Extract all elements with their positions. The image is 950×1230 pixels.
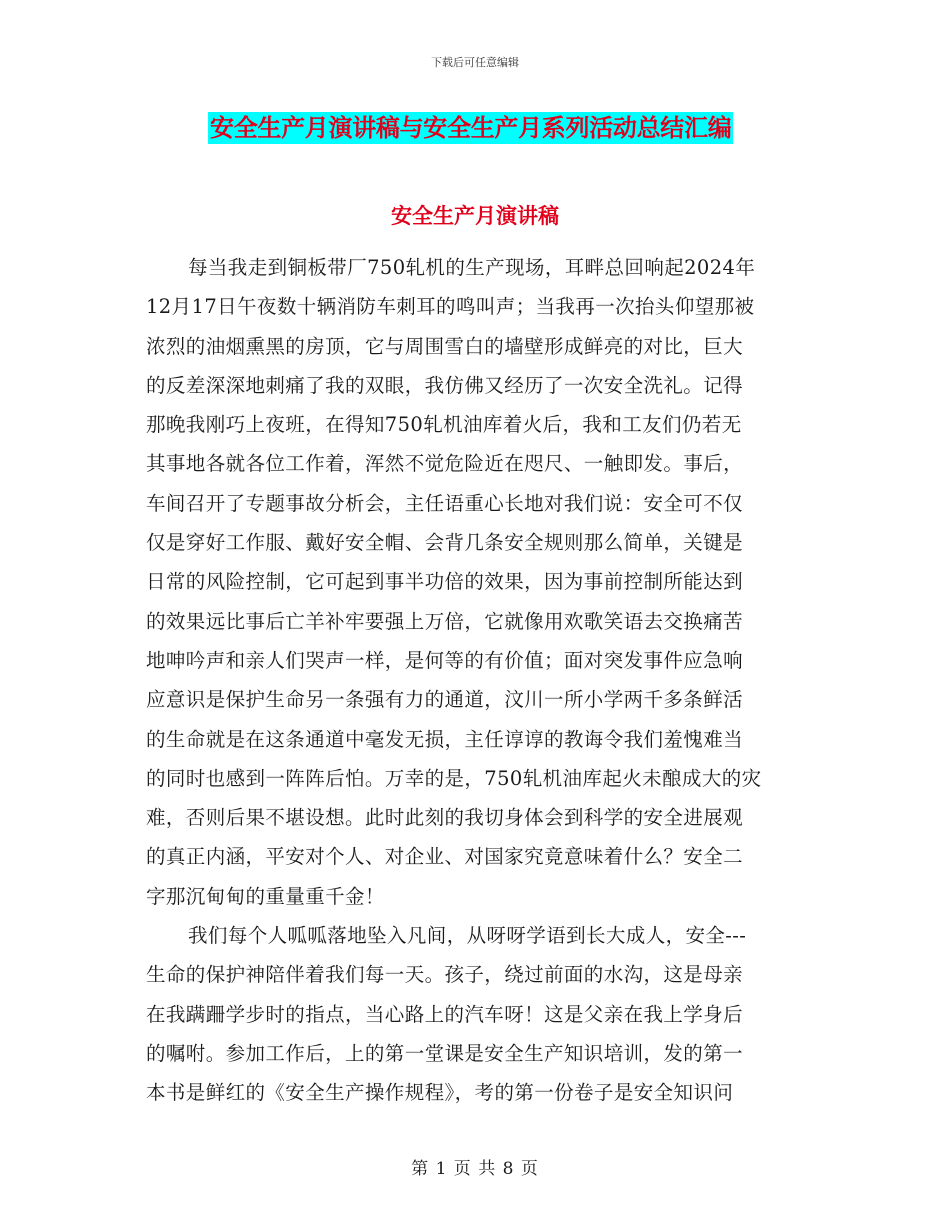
text-line: 应意识是保护生命另一条强有力的通道，汶川一所小学两千多条鲜活 xyxy=(146,688,744,712)
section-title: 安全生产月演讲稿 xyxy=(391,204,559,228)
text-line: 车间召开了专题事故分析会，主任语重心长地对我们说：安全可不仅 xyxy=(146,491,744,515)
text-line: 的同时也感到一阵阵后怕。万幸的是，750轧机油库起火未酿成大的灾 xyxy=(146,766,762,790)
page-number-footer: 第 1 页 共 8 页 xyxy=(411,1159,539,1179)
text-line: 字那沉甸甸的重量重千金！ xyxy=(146,884,385,908)
text-line: 的反差深深地刺痛了我的双眼，我仿佛又经历了一次安全洗礼。记得 xyxy=(146,373,744,397)
text-line: 浓烈的油烟熏黑的房顶，它与周围雪白的墙壁形成鲜亮的对比，巨大 xyxy=(146,334,744,358)
text-line: 每当我走到铜板带厂750轧机的生产现场，耳畔总回响起2024年 xyxy=(188,256,756,279)
text-line: 本书是鲜红的《安全生产操作规程》，考的第一份卷子是安全知识问 xyxy=(146,1081,734,1105)
body-text xyxy=(146,248,808,1113)
text-line: 的生命就是在这条通道中毫发无损，主任谆谆的教诲令我们羞愧难当 xyxy=(146,727,744,751)
text-line: 地呻吟声和亲人们哭声一样，是何等的有价值；面对突发事件应急响 xyxy=(146,648,744,672)
text-line: 的真正内涵，平安对个人、对企业、对国家究竟意味着什么？安全二 xyxy=(146,845,744,869)
text-line: 难，否则后果不堪设想。此时此刻的我切身体会到科学的安全进展观 xyxy=(146,806,744,830)
text-line: 那晚我刚巧上夜班，在得知750轧机油库着火后，我和工友们仍若无 xyxy=(146,413,742,437)
text-line: 的嘱咐。参加工作后，上的第一堂课是安全生产知识培训，发的第一 xyxy=(146,1041,744,1065)
text-line: 生命的保护神陪伴着我们每一天。孩子，绕过前面的水沟，这是母亲 xyxy=(146,963,744,987)
text-line: 其事地各就各位工作着，浑然不觉危险近在咫尺、一触即发。事后， xyxy=(146,452,744,476)
text-line: 12月17日午夜数十辆消防车刺耳的鸣叫声；当我再一次抬头仰望那被 xyxy=(146,295,755,319)
text-line: 我们每个人呱呱落地坠入凡间，从呀呀学语到长大成人，安全--- xyxy=(188,924,747,948)
text-line: 日常的风险控制，它可起到事半功倍的效果，因为事前控制所能达到 xyxy=(146,570,744,594)
text-line: 仅是穿好工作服、戴好安全帽、会背几条安全规则那么简单，关键是 xyxy=(146,531,744,555)
paragraph xyxy=(146,248,808,916)
text-line: 在我蹒跚学步时的指点，当心路上的汽车呀！这是父亲在我上学身后 xyxy=(146,1002,744,1026)
paragraph xyxy=(146,916,808,1112)
page-header-note: 下载后可任意编辑 xyxy=(431,56,519,69)
document-title: 安全生产月演讲稿与安全生产月系列活动总结汇编 xyxy=(210,114,732,142)
text-line: 的效果远比事后亡羊补牢要强上万倍，它就像用欢歌笑语去交换痛苦 xyxy=(146,609,744,633)
